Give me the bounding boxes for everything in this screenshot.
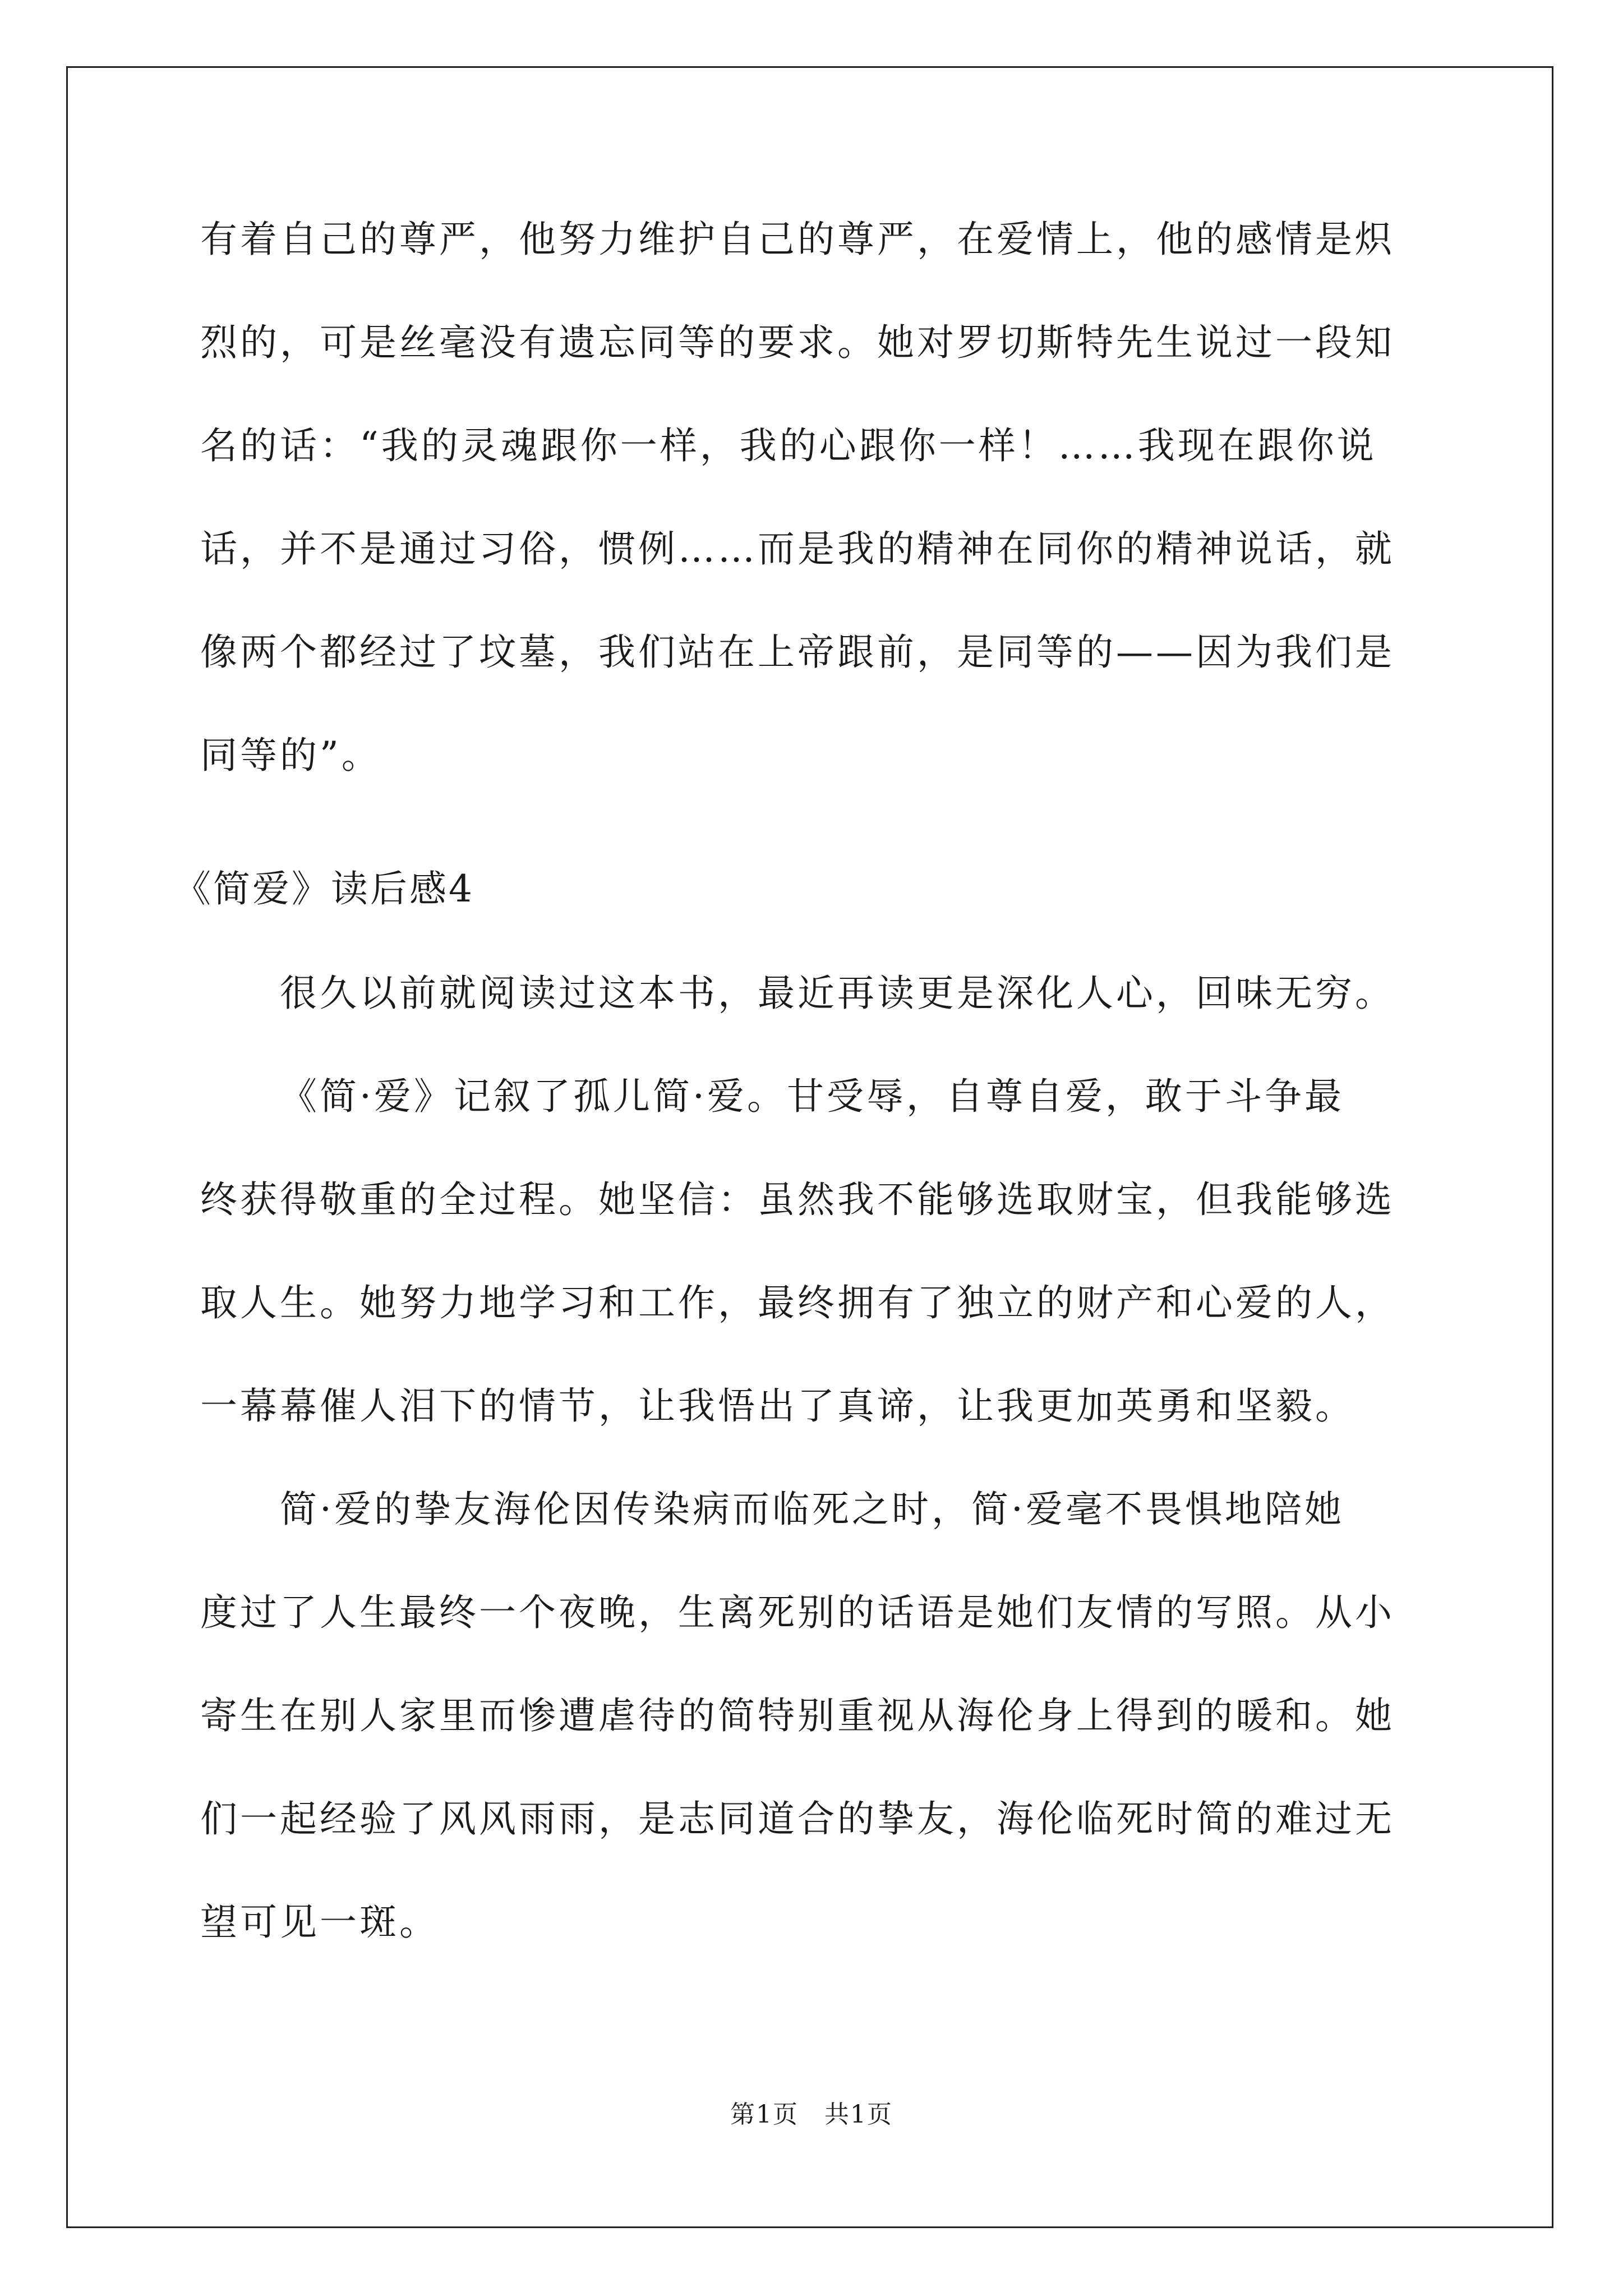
text-line: 名的话：“我的灵魂跟你一样，我的心跟你一样！……我现在跟你说	[200, 424, 1377, 467]
paragraph-continuation	[200, 214, 1423, 834]
text-line: 《简·爱》记叙了孤儿简·爱。甘受辱，自尊自爱，敢于斗争最	[280, 1075, 1344, 1118]
text-line: 简·爱的挚友海伦因传染病而临死之时，简·爱毫不畏惧地陪她	[280, 1488, 1344, 1531]
body-paragraphs	[200, 968, 1423, 2000]
paragraph-intro: 很久以前就阅读过这本书，最近再读更是深化人心，回味无穷。	[280, 972, 1395, 1015]
text-line: 有着自己的尊严，他努力维护自己的尊严，在爱情上，他的感情是炽	[200, 218, 1395, 261]
text-line: 一幕幕催人泪下的情节，让我悟出了真谛，让我更加英勇和坚毅。	[200, 1384, 1355, 1428]
text-line: 终获得敬重的全过程。她坚信：虽然我不能够选取财宝，但我能够选	[200, 1178, 1395, 1221]
text-line: 话，并不是通过习俗，惯例……而是我的精神在同你的精神说话，就	[200, 527, 1395, 570]
text-line: 度过了人生最终一个夜晚，生离死别的话语是她们友情的写照。从小	[200, 1591, 1395, 1634]
text-line: 烈的，可是丝毫没有遗忘同等的要求。她对罗切斯特先生说过一段知	[200, 321, 1395, 364]
text-line: 们一起经验了风风雨雨，是志同道合的挚友，海伦临死时简的难过无	[200, 1797, 1395, 1841]
text-line: 寄生在别人家里而惨遭虐待的简特别重视从海伦身上得到的暖和。她	[200, 1694, 1395, 1737]
text-line: 像两个都经过了坟墓，我们站在上帝跟前，是同等的——因为我们是	[200, 631, 1395, 674]
section-heading: 《简爱》读后感4	[174, 867, 474, 910]
text-line: 望可见一斑。	[200, 1901, 439, 1944]
page-footer: 第1页 共1页	[730, 2100, 893, 2129]
text-line: 同等的”。	[200, 734, 381, 777]
text-line: 取人生。她努力地学习和工作，最终拥有了独立的财产和心爱的人，	[200, 1281, 1395, 1324]
